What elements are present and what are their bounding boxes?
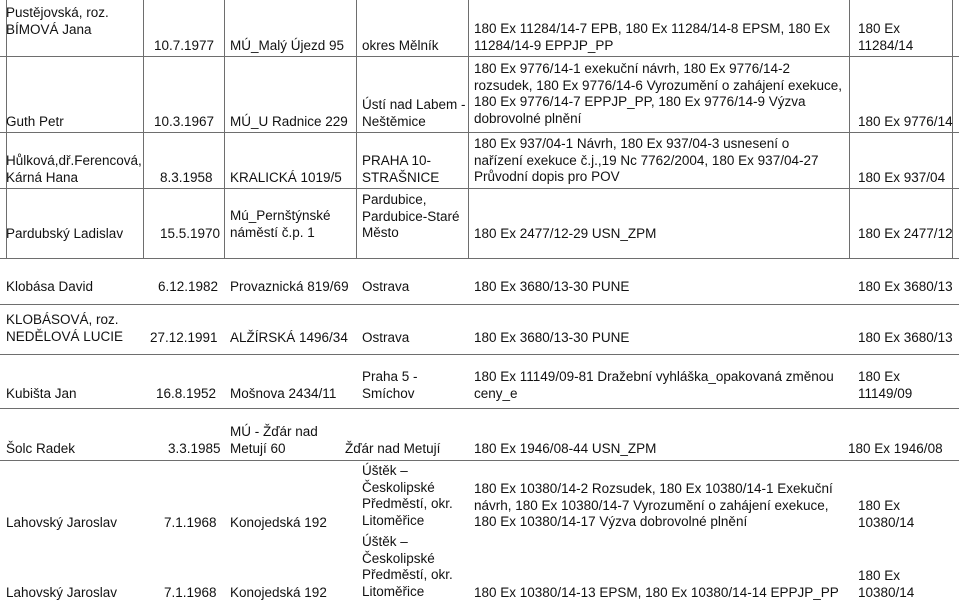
case-number-cell: 180 Ex 11149/09 [858, 369, 913, 401]
name-cell: Hůlková,dř.Ferencová, Kárná Hana [6, 153, 142, 185]
documents-cell: 180 Ex 3680/13-30 PUNE [474, 330, 630, 345]
table-row [0, 534, 959, 605]
city-cell: Pardubice, Pardubice-Staré Město [362, 192, 460, 240]
case-number-cell: 180 Ex 10380/14 [858, 568, 915, 600]
table-row [0, 354, 959, 409]
city-cell: Žďár nad Metují [345, 441, 441, 456]
documents-cell: 180 Ex 11284/14-7 EPB, 180 Ex 11284/14-8 EPSM, 180 Ex 11284/14-9 EPPJP_PP [474, 21, 830, 53]
name-cell: Lahovský Jaroslav [6, 515, 118, 530]
address-cell: Provaznická 819/69 [230, 279, 349, 294]
address-cell: Mošnova 2434/11 [230, 386, 337, 401]
birthdate-cell: 16.8.1952 [156, 386, 217, 401]
name-cell: Pardubský Ladislav [6, 226, 124, 241]
table-row [0, 304, 959, 355]
birthdate-cell: 10.3.1967 [154, 114, 215, 129]
address-cell: KRALICKÁ 1019/5 [230, 170, 342, 185]
case-number-cell: 180 Ex 937/04 [858, 170, 946, 185]
city-cell: Praha 5 - Smíchov [362, 369, 418, 401]
documents-cell: 180 Ex 3680/13-30 PUNE [474, 279, 630, 294]
birthdate-cell: 6.12.1982 [158, 279, 219, 294]
address-cell: ALŽÍRSKÁ 1496/34 [230, 330, 348, 345]
table-row [0, 132, 959, 189]
documents-cell: 180 Ex 11149/09-81 Dražební vyhláška_opakovaná změnou ceny_e [474, 369, 834, 401]
table-row [0, 258, 959, 305]
birthdate-cell: 27.12.1991 [150, 330, 218, 345]
name-cell: Pustějovská, roz. BÍMOVÁ Jana [6, 5, 109, 37]
table-row [0, 188, 959, 259]
address-cell: Konojedská 192 [230, 585, 327, 600]
case-number-cell: 180 Ex 11284/14 [858, 21, 914, 53]
documents-cell: 180 Ex 10380/14-2 Rozsudek, 180 Ex 10380/14-1 Exekuční návrh, 180 Ex 10380/14-7 Vyrozumění o zahájení exekuce, 180 Ex 10380/14-17 Výzva dobrovolné plnění [474, 481, 833, 529]
city-cell: Úštěk – Českolipské Předměstí, okr. Litoměřice [362, 534, 453, 599]
birthdate-cell: 7.1.1968 [164, 585, 217, 600]
address-cell: Mú_Pernštýnské náměstí č.p. 1 [230, 208, 331, 240]
case-number-cell: 180 Ex 9776/14 [858, 114, 953, 129]
city-cell: Ostrava [362, 330, 410, 345]
case-number-cell: 180 Ex 1946/08 [848, 441, 943, 456]
city-cell: Ústí nad Labem - Neštěmice [362, 97, 466, 129]
table-row [0, 56, 959, 133]
name-cell: Klobása David [6, 279, 94, 294]
name-cell: Kubišta Jan [6, 386, 77, 401]
name-cell: Šolc Radek [6, 441, 76, 456]
city-cell: PRAHA 10-STRAŠNICE [362, 153, 440, 185]
city-cell: Úštěk – Českolipské Předměstí, okr. Litoměřice [362, 463, 453, 528]
name-cell: KLOBÁSOVÁ, roz. NEDĚLOVÁ LUCIE [6, 312, 124, 344]
city-cell: okres Mělník [362, 38, 439, 53]
documents-cell: 180 Ex 1946/08-44 USN_ZPM [474, 441, 657, 456]
address-cell: MÚ - Žďár nad Metují 60 [230, 424, 318, 456]
name-cell: Guth Petr [6, 114, 64, 129]
case-number-cell: 180 Ex 3680/13 [858, 330, 953, 345]
documents-cell: 180 Ex 9776/14-1 exekuční návrh, 180 Ex 9776/14-2 rozsudek, 180 Ex 9776/14-6 Vyrozumění o zahájení exekuce, 180 Ex 9776/14-7 EPPJP_PP, 180 Ex 9776/14-9 Výzva dobrovolné plnění [474, 61, 842, 126]
birthdate-cell: 7.1.1968 [164, 515, 217, 530]
birthdate-cell: 3.3.1985 [168, 441, 221, 456]
address-cell: MÚ_Malý Újezd 95 [230, 38, 345, 53]
documents-cell: 180 Ex 937/04-1 Návrh, 180 Ex 937/04-3 usnesení o nařízení exekuce č.j.,19 Nc 7762/2004, 180 Ex 937/04-27 Průvodní dopis pro POV [474, 136, 819, 184]
address-cell: MÚ_U Radnice 229 [230, 114, 348, 129]
city-cell: Ostrava [362, 279, 410, 294]
documents-cell: 180 Ex 2477/12-29 USN_ZPM [474, 226, 657, 241]
table-row [0, 0, 959, 56]
case-number-cell: 180 Ex 10380/14 [858, 498, 915, 530]
birthdate-cell: 15.5.1970 [160, 226, 221, 241]
name-cell: Lahovský Jaroslav [6, 585, 118, 600]
documents-cell: 180 Ex 10380/14-13 EPSM, 180 Ex 10380/14-14 EPPJP_PP [474, 585, 839, 600]
case-number-cell: 180 Ex 2477/12 [858, 226, 953, 241]
birthdate-cell: 8.3.1958 [160, 170, 213, 185]
table-row [0, 408, 959, 461]
address-cell: Konojedská 192 [230, 515, 327, 530]
table-row [0, 460, 959, 535]
birthdate-cell: 10.7.1977 [154, 38, 215, 53]
case-number-cell: 180 Ex 3680/13 [858, 279, 953, 294]
